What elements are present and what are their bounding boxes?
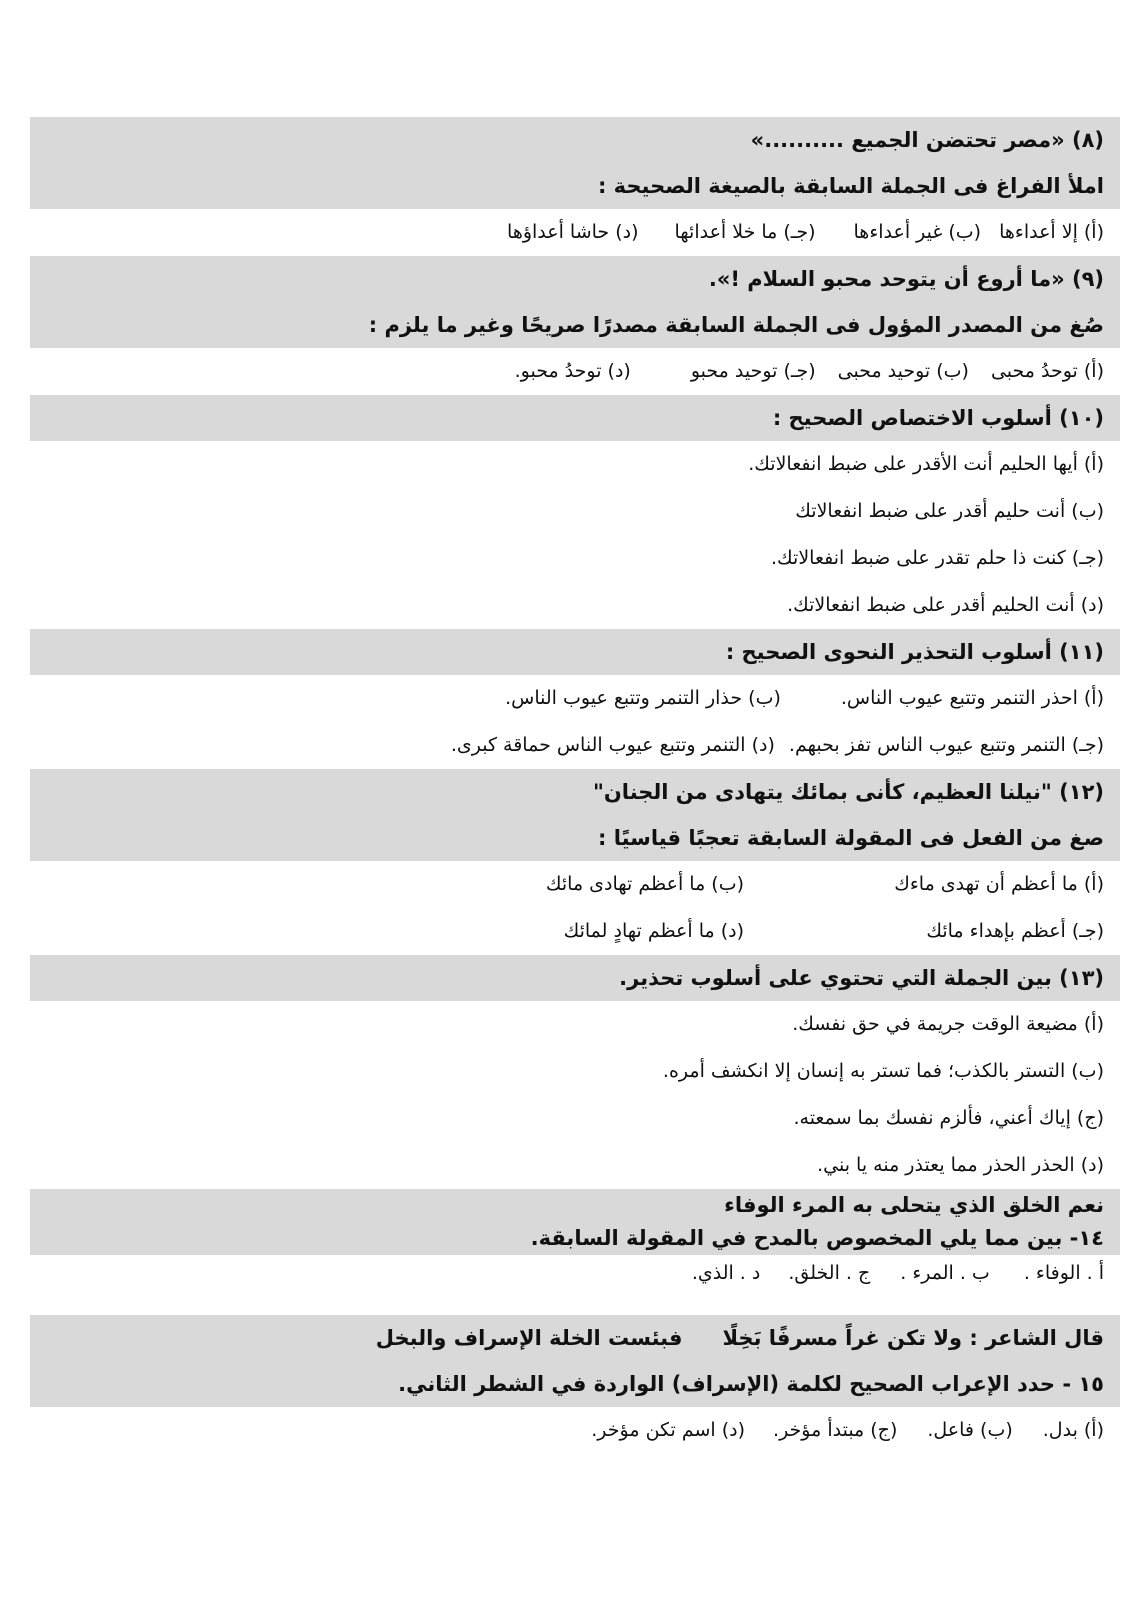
question-9-header (30, 256, 1120, 348)
option-b[interactable]: (ب) فاعل. (927, 1419, 1013, 1441)
spacer (30, 1291, 1120, 1315)
option-c[interactable]: (جـ) ما خلا أعدائها (674, 221, 816, 243)
question-13-header (30, 955, 1120, 1001)
question-15-options (30, 1407, 1120, 1454)
question-12-options-row-2 (30, 908, 1120, 955)
question-8-options (30, 209, 1120, 256)
option-c[interactable]: (ج) مبتدأ مؤخر. (773, 1419, 898, 1441)
question-9-title: (٩) «ما أروع أن يتوحد محبو السلام !». (708, 267, 1104, 291)
option-d[interactable]: د . الذي. (691, 1262, 761, 1284)
option-b[interactable]: (ب) غير أعداءها (853, 221, 982, 243)
option-b[interactable]: ب . المرء . (900, 1262, 990, 1284)
question-13-option-d[interactable]: (د) الحذر الحذر مما يعتذر منه يا بني. (817, 1154, 1104, 1176)
question-10-option-c[interactable]: (جـ) كنت ذا حلم تقدر على ضبط انفعالاتك. (771, 547, 1104, 569)
question-15-prompt: ١٥ - حدد الإعراب الصحيح لكلمة (الإسراف) الواردة في الشطر الثاني. (398, 1372, 1104, 1396)
question-11-header (30, 629, 1120, 675)
question-13-option-c[interactable]: (ج) إياك أعني، فألزم نفسك بما سمعته. (793, 1107, 1104, 1129)
question-11-options-row-2 (30, 722, 1120, 769)
question-8-prompt: املأ الفراغ فى الجملة السابقة بالصيغة الصحيحة : (597, 174, 1104, 198)
option-c[interactable]: (جـ) توحيد محبو (690, 360, 816, 382)
option-a[interactable]: (أ) إلا أعداءها (999, 221, 1104, 243)
exam-page (30, 117, 1120, 1454)
option-d[interactable]: (د) ما أعظم تهادٍ لمائك (563, 920, 744, 942)
question-12-prompt: صغ من الفعل فى المقولة السابقة تعجبًا قياسيًا : (598, 826, 1104, 850)
question-12-options-row-1 (30, 861, 1120, 908)
question-10-title: (١٠) أسلوب الاختصاص الصحيح : (772, 406, 1104, 430)
poem-first-hemistich: قال الشاعر : ولا تكن غراً مسرفًا بَخِلًا (722, 1326, 1104, 1350)
question-13-title: (١٣) بين الجملة التي تحتوي على أسلوب تحذير. (619, 966, 1104, 990)
option-a[interactable]: (أ) بدل. (1042, 1419, 1104, 1441)
question-8-title: (٨) «مصر تحتضن الجميع ..........» (750, 128, 1104, 152)
option-c[interactable]: ج . الخلق. (788, 1262, 871, 1284)
option-c[interactable]: (جـ) أعظم بإهداء مائك (926, 920, 1104, 942)
option-d[interactable]: (د) اسم تكن مؤخر. (591, 1419, 746, 1441)
option-a[interactable]: أ . الوفاء . (1023, 1262, 1104, 1284)
question-13-option-a[interactable]: (أ) مضيعة الوقت جريمة في حق نفسك. (792, 1013, 1104, 1035)
question-14-options (30, 1255, 1120, 1291)
question-11-title: (١١) أسلوب التحذير النحوى الصحيح : (725, 640, 1104, 664)
question-9-options (30, 348, 1120, 395)
poem-second-hemistich: فبئست الخلة الإسراف والبخل (375, 1326, 683, 1350)
question-13-option-b[interactable]: (ب) التستر بالكذب؛ فما تستر به إنسان إلا انكشف أمره. (662, 1060, 1104, 1082)
option-d[interactable]: (د) التنمر وتتبع عيوب الناس حماقة كبرى. (450, 734, 775, 756)
question-10-option-b[interactable]: (ب) أنت حليم أقدر على ضبط انفعالاتك (795, 500, 1104, 522)
option-a[interactable]: (أ) ما أعظم أن تهدى ماءك (894, 873, 1104, 895)
question-8-header (30, 117, 1120, 209)
question-15-title (50, 1315, 1104, 1361)
question-14-header (30, 1189, 1120, 1255)
question-10-option-d[interactable]: (د) أنت الحليم أقدر على ضبط انفعالاتك. (787, 594, 1104, 616)
question-15-header (30, 1315, 1120, 1407)
option-d[interactable]: (د) توحدُ محبو. (514, 360, 631, 382)
question-10-header (30, 395, 1120, 441)
question-9-prompt: صُغ من المصدر المؤول فى الجملة السابقة مصدرًا صريحًا وغير ما يلزم : (368, 313, 1104, 337)
question-11-options-row-1 (30, 675, 1120, 722)
option-b[interactable]: (ب) توحيد محبى (837, 360, 969, 382)
question-12-title: (١٢) "نيلنا العظيم، كأنى بمائك يتهادى من الجنان" (592, 780, 1104, 804)
option-d[interactable]: (د) حاشا أعداؤها (507, 221, 639, 243)
question-14-prompt: ١٤- بين مما يلي المخصوص بالمدح في المقولة السابقة. (530, 1226, 1104, 1250)
option-a[interactable]: (أ) احذر التنمر وتتبع عيوب الناس. (840, 687, 1104, 709)
option-a[interactable]: (أ) توحدُ محبى (990, 360, 1104, 382)
question-14-title: نعم الخلق الذي يتحلى به المرء الوفاء (724, 1193, 1104, 1217)
question-12-header (30, 769, 1120, 861)
option-b[interactable]: (ب) ما أعظم تهادى مائك (545, 873, 744, 895)
option-c[interactable]: (جـ) التنمر وتتبع عيوب الناس تفز بحبهم. (788, 734, 1104, 756)
option-b[interactable]: (ب) حذار التنمر وتتبع عيوب الناس. (505, 687, 781, 709)
question-10-option-a[interactable]: (أ) أيها الحليم أنت الأقدر على ضبط انفعالاتك. (748, 453, 1104, 475)
